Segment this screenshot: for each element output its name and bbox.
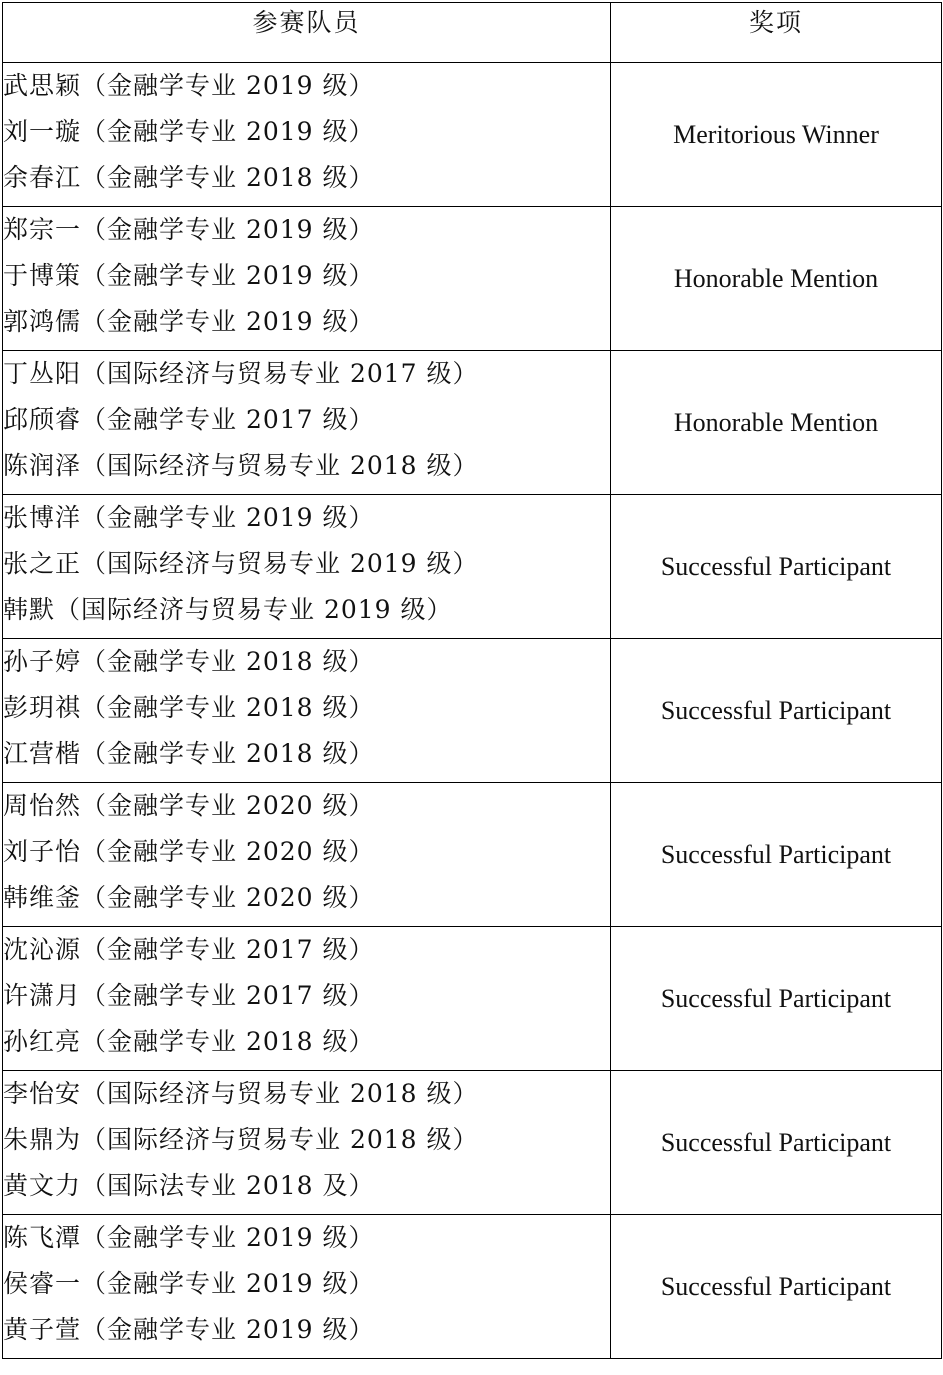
member-name: 黄文力（国际法专业 2018 及） xyxy=(3,1171,375,1200)
member-name: 江营楷（金融学专业 2018 级） xyxy=(3,739,375,768)
team-row xyxy=(3,1071,942,1215)
members-cell xyxy=(3,1071,611,1215)
members-cell xyxy=(3,351,611,495)
member-name: 于博策（金融学专业 2019 级） xyxy=(3,261,375,290)
header-award: 奖项 xyxy=(611,3,942,63)
members-cell xyxy=(3,783,611,927)
members-cell xyxy=(3,495,611,639)
members-cell xyxy=(3,639,611,783)
members-cell xyxy=(3,1215,611,1359)
team-row xyxy=(3,927,942,1071)
award-cell: Honorable Mention xyxy=(611,351,942,495)
header-members: 参赛队员 xyxy=(3,3,611,63)
member-name: 刘一璇（金融学专业 2019 级） xyxy=(3,117,375,146)
award-cell: Successful Participant xyxy=(611,495,942,639)
member-name: 邱颀睿（金融学专业 2017 级） xyxy=(3,405,375,434)
member-name: 沈沁源（金融学专业 2017 级） xyxy=(3,935,375,964)
team-row xyxy=(3,207,942,351)
member-name: 韩默（国际经济与贸易专业 2019 级） xyxy=(3,595,453,624)
member-name: 黄子萱（金融学专业 2019 级） xyxy=(3,1315,375,1344)
member-name: 武思颖（金融学专业 2019 级） xyxy=(3,71,375,100)
header-row xyxy=(3,3,942,63)
member-name: 张博洋（金融学专业 2019 级） xyxy=(3,503,375,532)
member-name: 侯睿一（金融学专业 2019 级） xyxy=(3,1269,375,1298)
awards-table xyxy=(2,2,942,1359)
member-name: 孙红亮（金融学专业 2018 级） xyxy=(3,1027,375,1056)
member-name: 李怡安（国际经济与贸易专业 2018 级） xyxy=(3,1079,479,1108)
member-name: 朱鼎为（国际经济与贸易专业 2018 级） xyxy=(3,1125,479,1154)
member-name: 郑宗一（金融学专业 2019 级） xyxy=(3,215,375,244)
team-row xyxy=(3,351,942,495)
member-name: 许潇月（金融学专业 2017 级） xyxy=(3,981,375,1010)
team-row xyxy=(3,783,942,927)
team-row xyxy=(3,495,942,639)
members-cell xyxy=(3,927,611,1071)
members-cell xyxy=(3,63,611,207)
member-name: 郭鸿儒（金融学专业 2019 级） xyxy=(3,307,375,336)
member-name: 韩维釜（金融学专业 2020 级） xyxy=(3,883,375,912)
award-cell: Successful Participant xyxy=(611,1215,942,1359)
award-cell: Successful Participant xyxy=(611,783,942,927)
members-cell xyxy=(3,207,611,351)
member-name: 余春江（金融学专业 2018 级） xyxy=(3,163,375,192)
member-name: 张之正（国际经济与贸易专业 2019 级） xyxy=(3,549,479,578)
award-cell: Successful Participant xyxy=(611,639,942,783)
team-row xyxy=(3,1215,942,1359)
member-name: 陈飞潭（金融学专业 2019 级） xyxy=(3,1223,375,1252)
award-cell: Honorable Mention xyxy=(611,207,942,351)
member-name: 孙子婷（金融学专业 2018 级） xyxy=(3,647,375,676)
member-name: 丁丛阳（国际经济与贸易专业 2017 级） xyxy=(3,359,479,388)
member-name: 刘子怡（金融学专业 2020 级） xyxy=(3,837,375,866)
award-cell: Successful Participant xyxy=(611,1071,942,1215)
award-cell: Successful Participant xyxy=(611,927,942,1071)
member-name: 彭玥祺（金融学专业 2018 级） xyxy=(3,693,375,722)
award-cell: Meritorious Winner xyxy=(611,63,942,207)
member-name: 周怡然（金融学专业 2020 级） xyxy=(3,791,375,820)
team-row xyxy=(3,639,942,783)
member-name: 陈润泽（国际经济与贸易专业 2018 级） xyxy=(3,451,479,480)
team-row xyxy=(3,63,942,207)
